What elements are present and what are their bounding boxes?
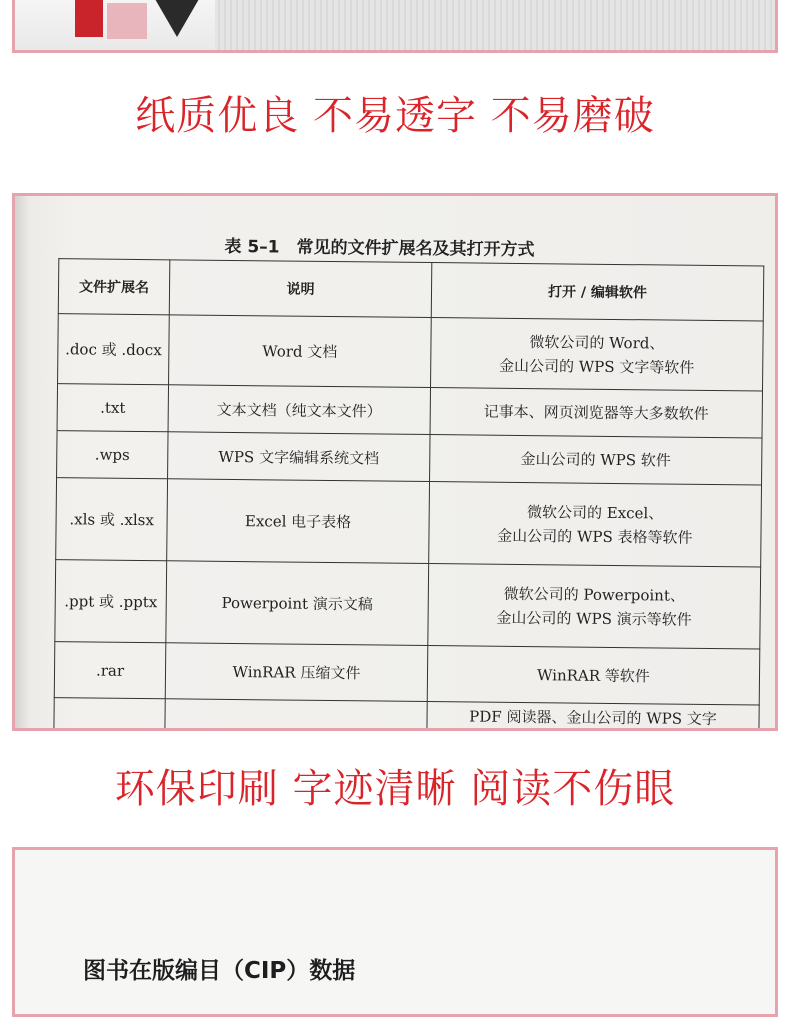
book-photo-table	[12, 193, 778, 731]
cell-extension: .txt	[57, 384, 169, 432]
software-line: 金山公司的 WPS 演示等软件	[496, 608, 692, 629]
software-line: PDF 阅读器、金山公司的 WPS 文字	[469, 707, 717, 729]
software-line: 金山公司的 WPS 文字等软件	[498, 356, 695, 377]
software-line: 微软公司的 Excel、	[526, 502, 664, 522]
cell-extension: .ppt 或 .pptx	[55, 560, 167, 643]
header-software: 打开 / 编辑软件	[431, 263, 764, 321]
cell-software	[430, 318, 763, 391]
software-line: 微软公司的 Word、	[529, 332, 665, 352]
header-description: 说明	[169, 260, 431, 318]
cell-extension: .wps	[57, 431, 169, 479]
table-row	[56, 478, 762, 567]
cell-extension	[54, 698, 166, 731]
cell-description: WPS 文字编辑系统文档	[168, 432, 430, 482]
cell-software	[427, 702, 760, 731]
software-line: WinRAR 等软件	[536, 665, 650, 685]
caption-paper-quality: 纸质优良 不易透字 不易磨破	[135, 93, 655, 139]
table-row	[57, 384, 762, 438]
cell-extension: .doc 或 .docx	[58, 314, 170, 385]
book-page	[39, 196, 778, 731]
cell-software	[429, 482, 762, 567]
cell-description: Word 文档	[169, 315, 432, 388]
book-photo-top	[12, 0, 778, 53]
cell-software	[430, 388, 763, 438]
table-header-row	[58, 259, 764, 321]
software-line: 金山公司的 WPS 表格等软件	[497, 526, 693, 547]
cover-red-graphic	[75, 0, 103, 37]
cell-software	[427, 646, 760, 705]
software-line: 微软公司的 Powerpoint、	[503, 584, 686, 605]
software-line: 记事本、网页浏览器等大多数软件	[483, 402, 709, 423]
table-row	[57, 431, 762, 485]
cover-pink-graphic	[107, 3, 147, 39]
cell-description	[165, 699, 427, 731]
software-line: 金山公司的 WPS 软件	[520, 449, 671, 470]
cell-extension: .xls 或 .xlsx	[56, 478, 168, 561]
caption-eco-print: 环保印刷 字迹清晰 阅读不伤眼	[114, 766, 676, 812]
book-photo-cip	[12, 847, 778, 1017]
cell-software	[428, 564, 761, 649]
table-row	[58, 314, 764, 391]
cell-description: WinRAR 压缩文件	[165, 643, 427, 702]
header-extension: 文件扩展名	[58, 259, 170, 315]
cover-dark-graphic	[155, 0, 199, 37]
table-title: 表 5–1 常见的文件扩展名及其打开方式	[224, 236, 535, 261]
cell-description: Powerpoint 演示文稿	[166, 561, 429, 646]
table-row	[55, 560, 761, 649]
extension-table	[53, 258, 764, 731]
cell-extension: .rar	[54, 642, 166, 699]
cell-software	[429, 435, 762, 485]
table-row	[54, 642, 760, 705]
cell-description: 文本文档（纯文本文件）	[168, 385, 430, 435]
cip-title: 图书在版编目（CIP）数据	[83, 958, 356, 984]
page-edges	[215, 0, 775, 50]
cell-description: Excel 电子表格	[167, 479, 430, 564]
